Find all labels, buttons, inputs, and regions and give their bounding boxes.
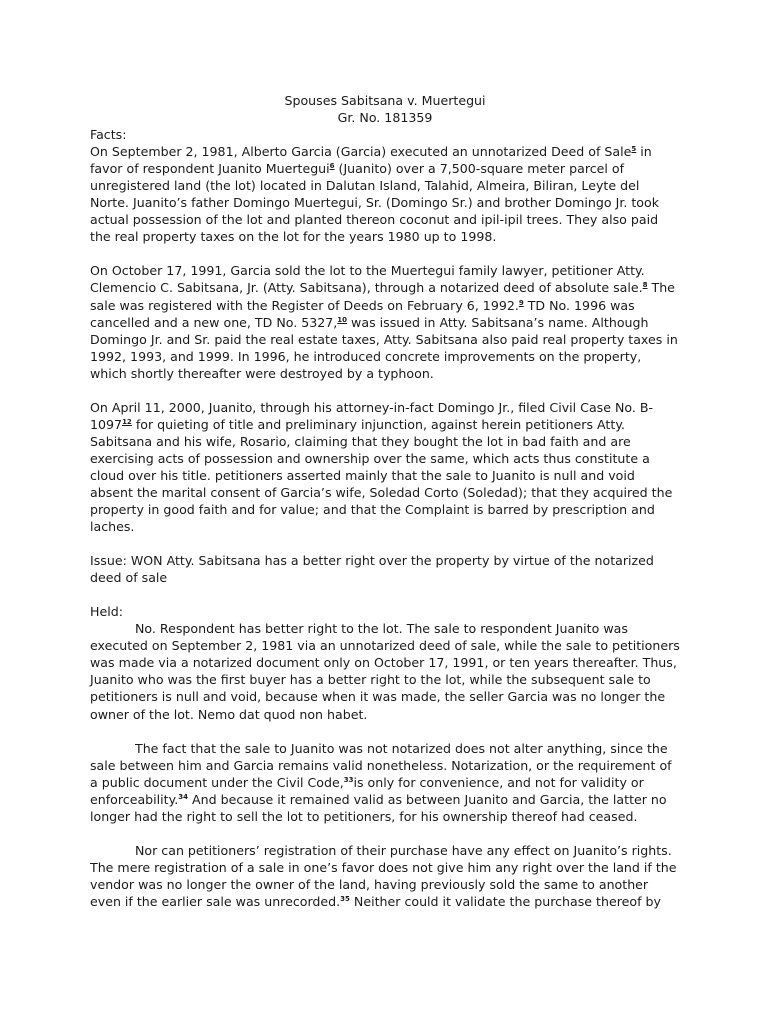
text-run: is only for convenience, and not for validity or enforceability. (90, 774, 644, 807)
held-paragraph-3 (90, 842, 680, 910)
footnote-link[interactable]: 10 (337, 315, 348, 324)
text-run: TD No. 1996 was cancelled and a new one, TD No. 5327, (90, 297, 635, 330)
footnote-link[interactable]: 5 (631, 145, 637, 154)
text-run: On April 11, 2000, Juanito, through his attorney-in-fact Domingo Jr., filed Civil Case No. B-1097 (90, 399, 654, 432)
footnote-link[interactable]: 12 (122, 417, 132, 426)
document-page (90, 92, 680, 910)
text-run: Neither could it validate the purchase thereof by (349, 893, 661, 909)
facts-paragraph-3 (90, 399, 680, 535)
paragraph-spacer (90, 535, 680, 552)
paragraph-spacer (90, 586, 680, 603)
text-run: The fact that the sale to Juanito was not notarized does not alter anything, since the sale between him and Garcia remains valid nonetheless. Notarization, or the requirement of a public document under the Civil Code, (90, 740, 672, 790)
text-run: On September 2, 1981, Alberto Garcia (Garcia) executed an unnotarized Deed of Sale (90, 144, 632, 160)
text-run: for quieting of title and preliminary injunction, against herein petitioners Atty. Sabitsana and his wife, Rosario, claiming that they bought the lot in bad faith and are exercising acts of possession and ownership over the same, which acts thus constitute a cloud over his title. petitioners asserted mainly that the sale to Juanito is null and void absent the marital consent of Garcia’s wife, Soledad Corto (Soledad); that they acquired the property in good faith and for value; and that the Complaint is barred by prescription and laches. (90, 416, 673, 535)
text-run: On October 17, 1991, Garcia sold the lot to the Muertegui family lawyer, petitioner Atty. Clemencio C. Sabitsana, Jr. (Atty. Sabitsana), through a notarized deed of absolute sale. (90, 263, 645, 296)
held-heading: Held: (90, 604, 123, 620)
paragraph-spacer (90, 382, 680, 399)
footnote-marker: 34 (178, 792, 188, 801)
paragraph-spacer (90, 825, 680, 842)
held-paragraph-1: No. Respondent has better right to the lot. The sale to respondent Juanito was executed on September 2, 1981 via an unnotarized deed of sale, while the sale to petitioners was made via a notarized document only on October 17, 1991, or ten years thereafter. Thus, Juanito who was the first buyer has a better right to the lot, while the subsequent sale to petitioners is null and void, because when it was made, the seller Garcia was no longer the owner of the lot. Nemo dat quod non habet. (90, 621, 680, 722)
footnote-link[interactable]: 9 (518, 298, 524, 307)
issue-paragraph: Issue: WON Atty. Sabitsana has a better right over the property by virtue of the notarized deed of sale (90, 553, 654, 586)
facts-paragraph-1 (90, 143, 680, 245)
footnote-marker: 33 (343, 775, 354, 784)
footnote-marker: 35 (340, 894, 350, 903)
text-run: Nor can petitioners’ registration of their purchase have any effect on Juanito’s rights. The mere registration of a sale in one’s favor does not give him any right over the land if the vendor was no longer the owner of the land, having previously sold the same to another even if the earlier sale was unrecorded. (90, 842, 677, 909)
text-run: The sale was registered with the Register of Deeds on February 6, 1992. (90, 280, 675, 313)
case-title: Spouses Sabitsana v. Muertegui (284, 93, 486, 108)
held-paragraph-2 (90, 740, 680, 825)
text-run: (Juanito) over a 7,500-square meter parcel of unregistered land (the lot) located in Dalutan Island, Talahid, Almeira, Biliran, Leyte del Norte. Juanito’s father Domingo Muertegui, Sr. (Domingo Sr.) and brother Domingo Jr. took actual possession of the lot and planted thereon coconut and ipil-ipil trees. They also paid the real property taxes on the lot for the years 1980 up to 1998. (90, 161, 659, 245)
text-run: in favor of respondent Juanito Muertegui (90, 144, 652, 177)
paragraph-spacer (90, 245, 680, 262)
facts-heading: Facts: (90, 127, 127, 143)
paragraph-spacer (90, 723, 680, 740)
footnote-link[interactable]: 8 (642, 281, 648, 290)
footnote-link[interactable]: 6 (329, 162, 335, 171)
text-run: was issued in Atty. Sabitsana’s name. Although Domingo Jr. and Sr. paid the real estate taxes, Atty. Sabitsana also paid real property taxes in 1992, 1993, and 1999. In 1996, he introduced concrete improvements on the property, which shortly thereafter were destroyed by a typhoon. (90, 314, 678, 381)
case-number: Gr. No. 181359 (337, 110, 433, 126)
text-run: And because it remained valid as between Juanito and Garcia, the latter no longer had the right to sell the lot to petitioners, for his ownership thereof had ceased. (90, 791, 667, 824)
facts-paragraph-2 (90, 262, 680, 381)
